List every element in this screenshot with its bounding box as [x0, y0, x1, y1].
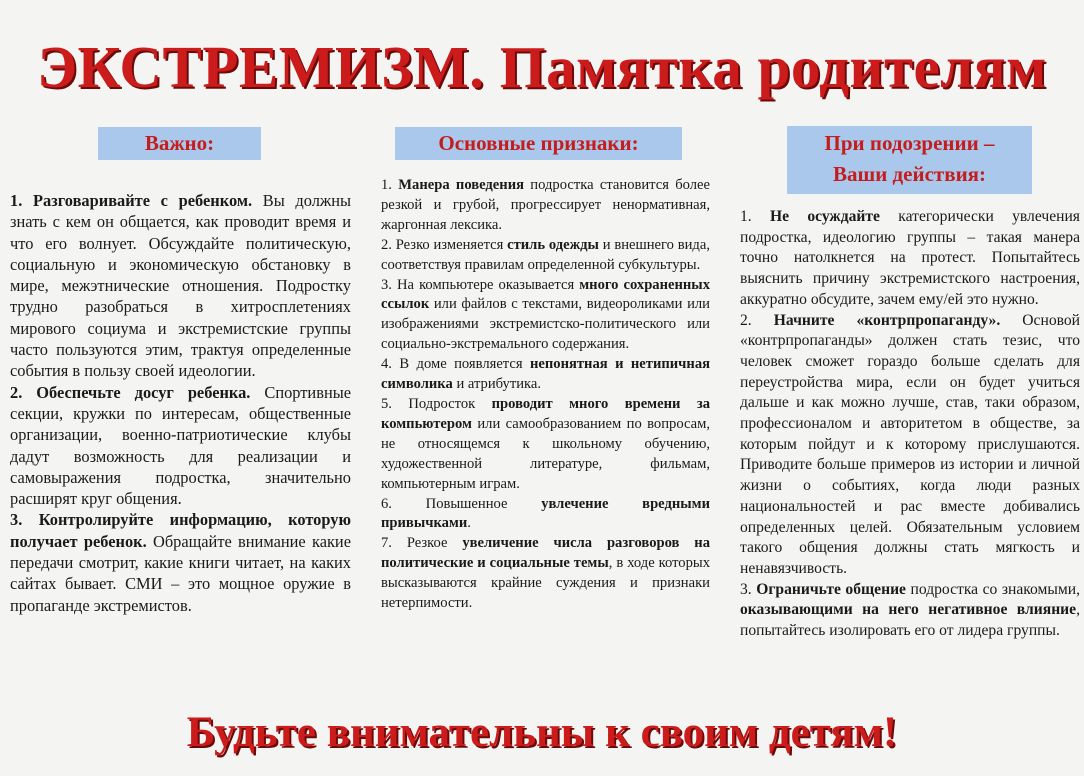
list-item: 2. Обеспечьте досуг ребенка. Спортивные секции, кружки по интересам, общественные организации, военно-патриотические клубы дадут возможность для реализации и самовыражения подростка, значительно расширят круг общения.: [10, 382, 351, 509]
column-actions: [740, 207, 1080, 642]
list-item: 4. В доме появляется непонятная и нетипичная символика и атрибутика.: [381, 356, 711, 393]
page-title: ЭКСТРЕМИЗМ. Памятка родителям: [37, 34, 1047, 100]
heading-actions-line1: При подозрении –: [824, 131, 995, 155]
list-item: 2. Начните «контрпропаганду». Основой «контрпропаганды» должен стать тезис, что человек сможет гораздо больше сделать для переустройства мира, если он будет учиться дальше и как можно лучше, став, таки образом, профессионалом и авторитетом в обществе, за которым пойдут и к которому прислушаются. Приводите больше примеров из истории и личной жизни о событиях, когда люди разных национальностей и рас вместе добивались определенных целей. Обязательным условием такого общения должны стать мягкость и ненавязчивость.: [740, 311, 1081, 577]
list-item: 3. На компьютере оказывается много сохраненных ссылок или файлов с текстами, видеороликами или изображениями экстремистско-политического или социально-экстремального содержания.: [381, 276, 710, 353]
heading-important: Важно:: [98, 127, 261, 160]
heading-actions-line2: Ваши действия:: [832, 162, 987, 186]
list-item: 7. Резкое увеличение числа разговоров на политические и социальные темы, в ходе которых высказываются крайние суждения и признаки нетерпимости.: [381, 535, 710, 612]
list-item: 1. Манера поведения подростка становится более резкой и грубой, прогрессирует ненормативная, жаргонная лексика.: [381, 177, 710, 233]
list-item: 3. Контролируйте информацию, которую получает ребенок. Обращайте внимание какие передачи смотрит, какие книги читает, на каких сайтах бывает. СМИ – это мощное оружие в пропаганде экстремистов.: [10, 510, 351, 615]
list-item: 6. Повышенное увлечение вредными привычками.: [381, 495, 710, 532]
list-item: 2. Резко изменяется стиль одежды и внешнего вида, соответствуя правилам определенной субкультуры.: [381, 236, 710, 273]
column-important: [10, 190, 351, 616]
column-signs: [381, 176, 710, 614]
list-item: 1. Разговаривайте с ребенком. Вы должны знать с кем он общается, как проводит время и что его волнует. Обсуждайте политическую, социальную и экономическую обстановку в мире, межэтнические отношения. Подростку трудно разобраться в хитросплетениях мирового социума и экстремистские группы часто пользуются этим, трактуя определенные события в пользу своей идеологии.: [10, 191, 351, 381]
heading-signs: Основные признаки:: [395, 127, 682, 160]
list-item: 3. Ограничьте общение подростка со знакомыми, оказывающими на него негативное влияние, попытайтесь изолировать его от лидера группы.: [740, 580, 1081, 640]
footer-slogan: Будьте внимательны к своим детям!: [186, 709, 898, 756]
list-item: 5. Подросток проводит много времени за компьютером или самообразованием по вопросам, не относящемся к школьному обучению, художественной литературе, фильмам, компьютерным играм.: [381, 395, 710, 492]
heading-actions: [787, 126, 1032, 194]
list-item: 1. Не осуждайте категорически увлечения подростка, идеологию группы – такая манера точно натолкнется на протест. Попытайтесь выяснить причину экстремистского настроения, аккуратно обсудите, зачем ему/ей это нужно.: [740, 208, 1080, 308]
